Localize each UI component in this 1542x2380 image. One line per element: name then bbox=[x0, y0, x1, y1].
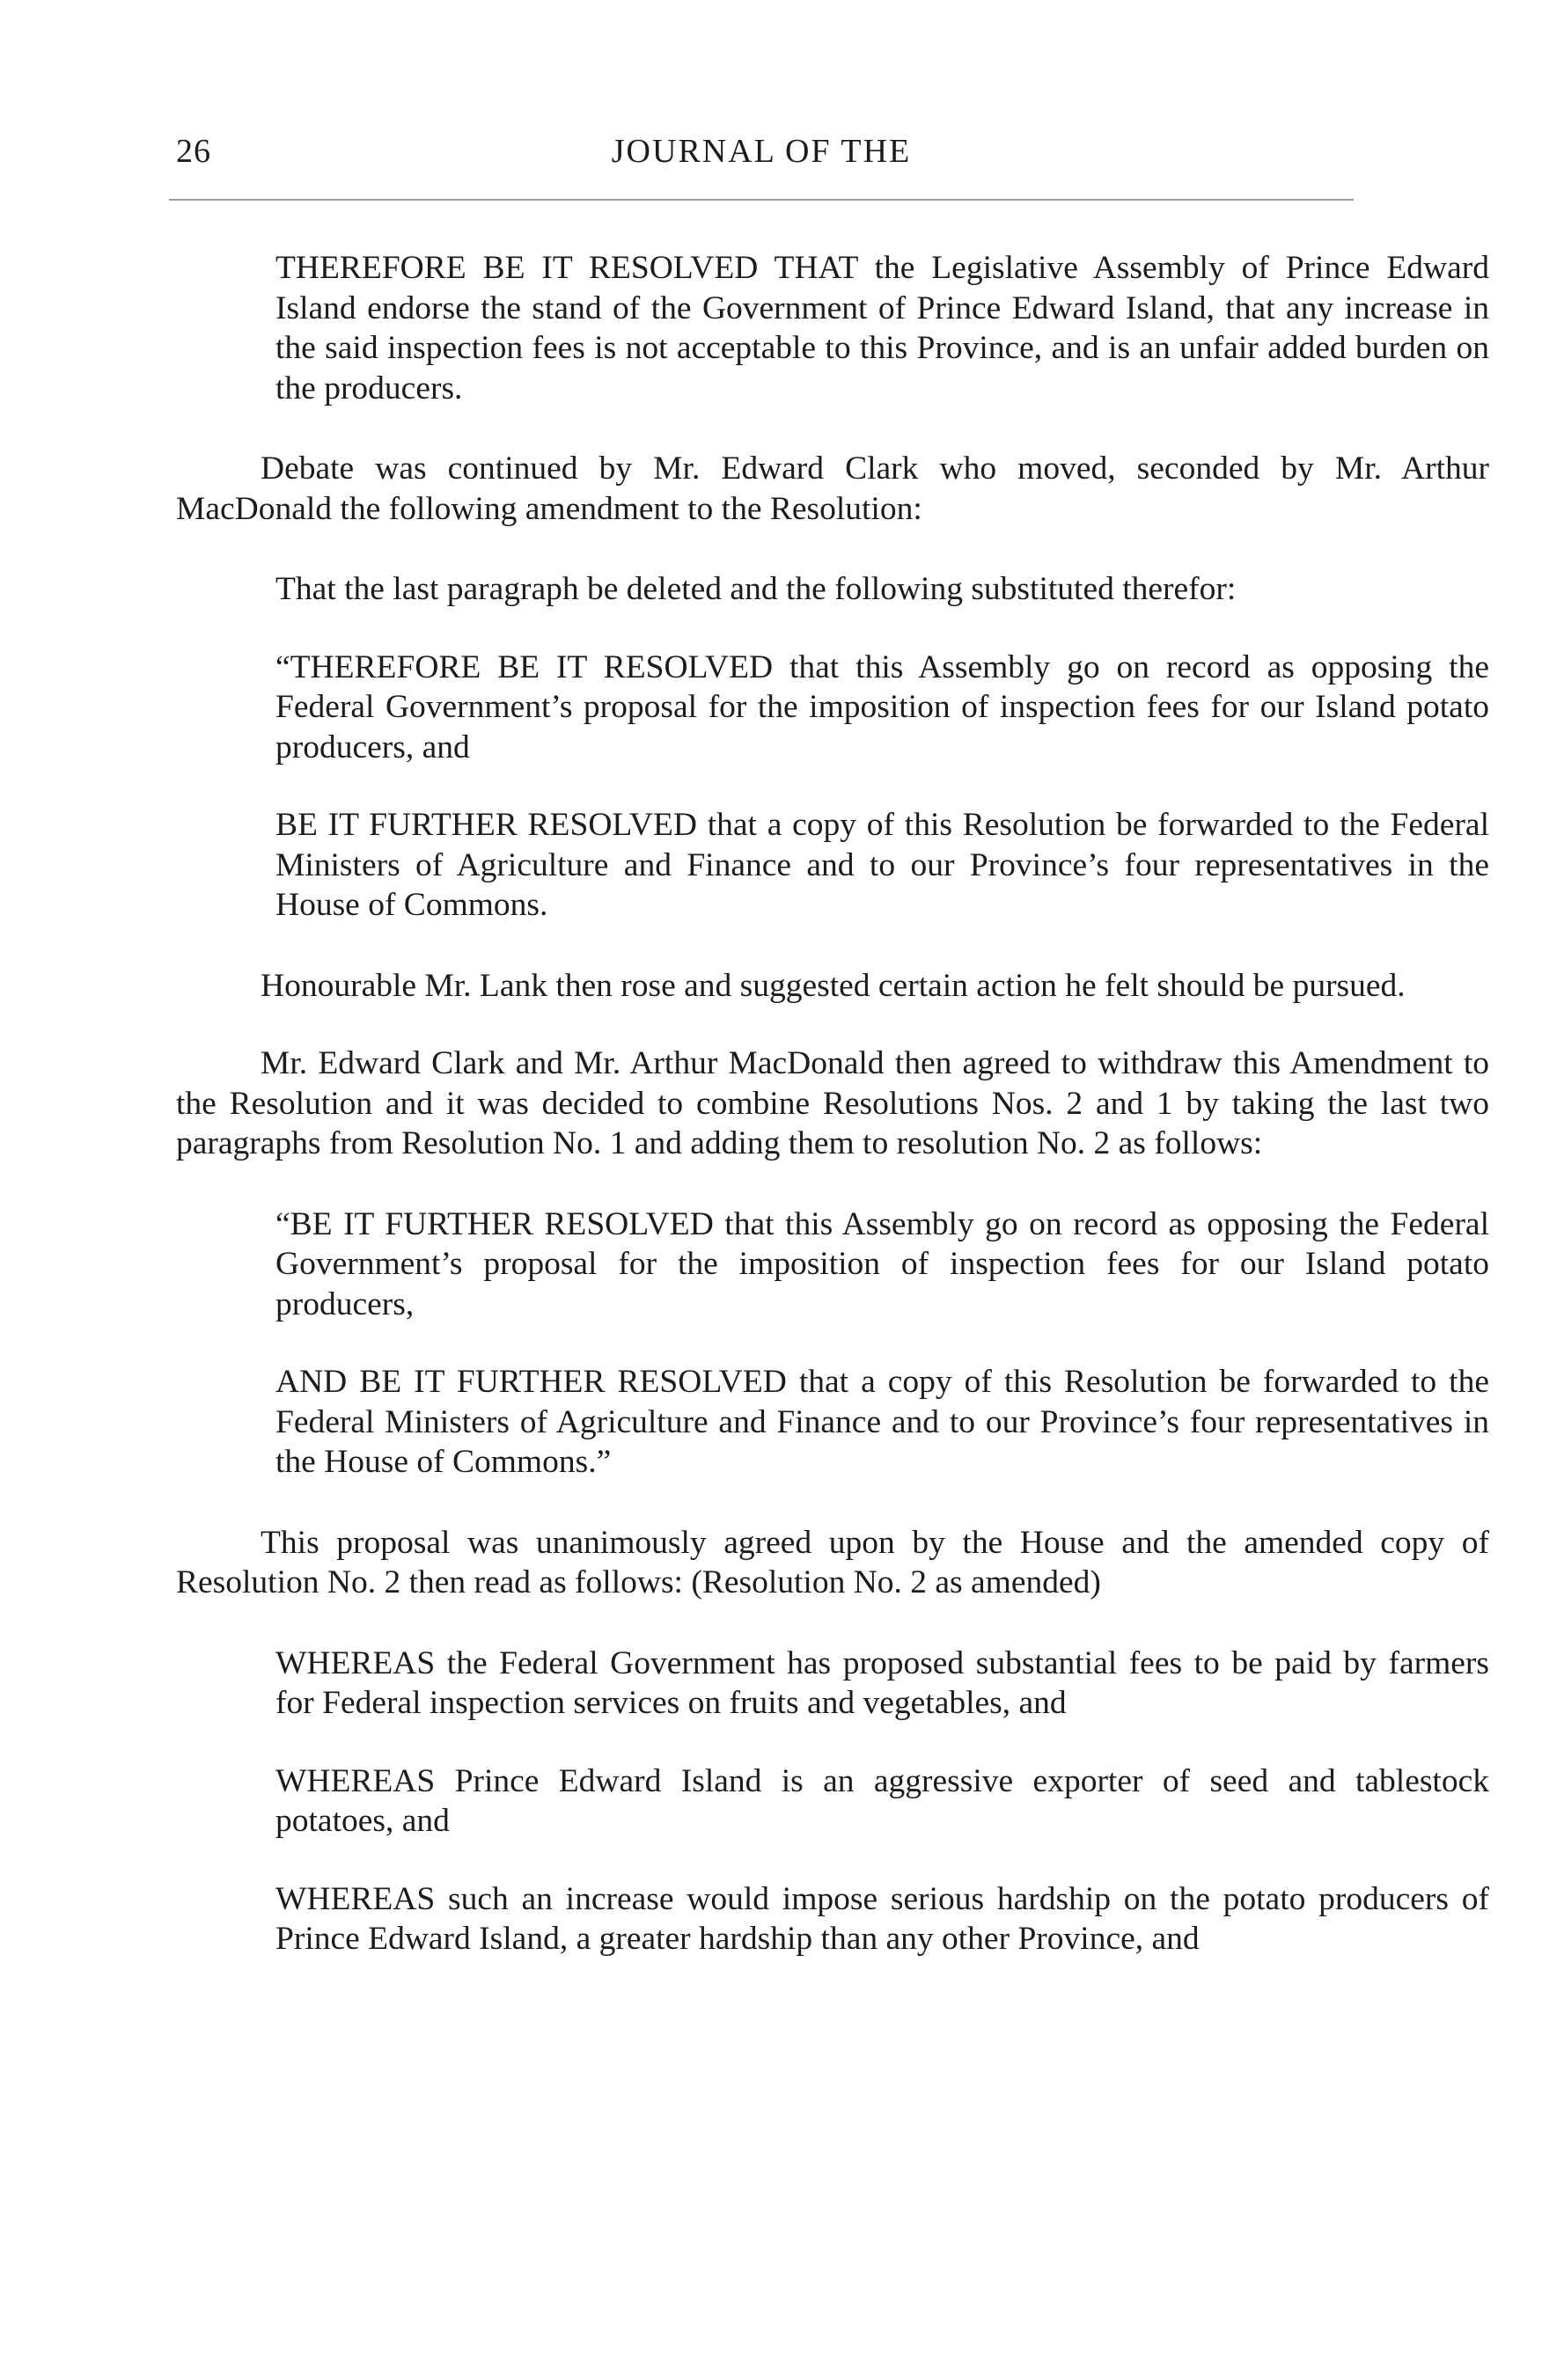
page-header bbox=[169, 132, 1354, 176]
resolution-paragraph: THEREFORE BE IT RESOLVED THAT the Legislative Assembly of Prince Edward Island endorse the stand of the Government of Prince Edward Island, that any increase in the said inspection fees is not acceptable to this Province, and is an unfair added burden on the producers. bbox=[275, 250, 1489, 406]
amendment-intro: That the last paragraph be deleted and the following substituted therefor: bbox=[275, 571, 1237, 607]
body-paragraph: Mr. Edward Clark and Mr. Arthur MacDonald then agreed to withdraw this Amendment to the Resolution and it was decided to combine Resolutions Nos. 2 and 1 by taking the last two paragraphs from Resolution No. 1 and adding them to resolution No. 2 as follows: bbox=[176, 1045, 1489, 1161]
amendment-paragraph: “THEREFORE BE IT RESOLVED that this Assembly go on record as opposing the Federal Government’s proposal for the imposition of inspection fees for our Island potato producers, and bbox=[275, 648, 1489, 765]
whereas-paragraph: WHEREAS such an increase would impose serious hardship on the potato producers of Prince Edward Island, a greater hardship than any other Province, and bbox=[275, 1880, 1489, 1957]
running-head: JOURNAL OF THE bbox=[611, 133, 912, 170]
body-paragraph: This proposal was unanimously agreed upon by the House and the amended copy of Resolution No. 2 then read as follows: (Resolution No. 2 as amended) bbox=[176, 1524, 1489, 1600]
amendment-paragraph: BE IT FURTHER RESOLVED that a copy of this Resolution be forwarded to the Federal Ministers of Agriculture and Finance and to our Province’s four representatives in the House of Commons. bbox=[275, 807, 1489, 923]
body-paragraph: Debate was continued by Mr. Edward Clark who moved, seconded by Mr. Arthur MacDonald the following amendment to the Resolution: bbox=[176, 450, 1489, 527]
resolution-paragraph: “BE IT FURTHER RESOLVED that this Assembly go on record as opposing the Federal Government’s proposal for the imposition of inspection fees for our Island potato producers, bbox=[275, 1205, 1489, 1322]
page-body bbox=[176, 248, 1489, 1959]
header-rule bbox=[169, 199, 1354, 201]
resolution-paragraph: AND BE IT FURTHER RESOLVED that a copy of this Resolution be forwarded to the Federal Ministers of Agriculture and Finance and to our Province’s four representatives in the House of Commons.” bbox=[275, 1364, 1489, 1480]
page-number: 26 bbox=[176, 133, 211, 170]
whereas-paragraph: WHEREAS Prince Edward Island is an aggressive exporter of seed and tablestock potatoes, and bbox=[275, 1762, 1489, 1839]
whereas-paragraph: WHEREAS the Federal Government has proposed substantial fees to be paid by farmers for Federal inspection services on fruits and vegetables, and bbox=[275, 1644, 1489, 1721]
body-paragraph: Honourable Mr. Lank then rose and suggested certain action he felt should be pursued. bbox=[261, 967, 1406, 1004]
